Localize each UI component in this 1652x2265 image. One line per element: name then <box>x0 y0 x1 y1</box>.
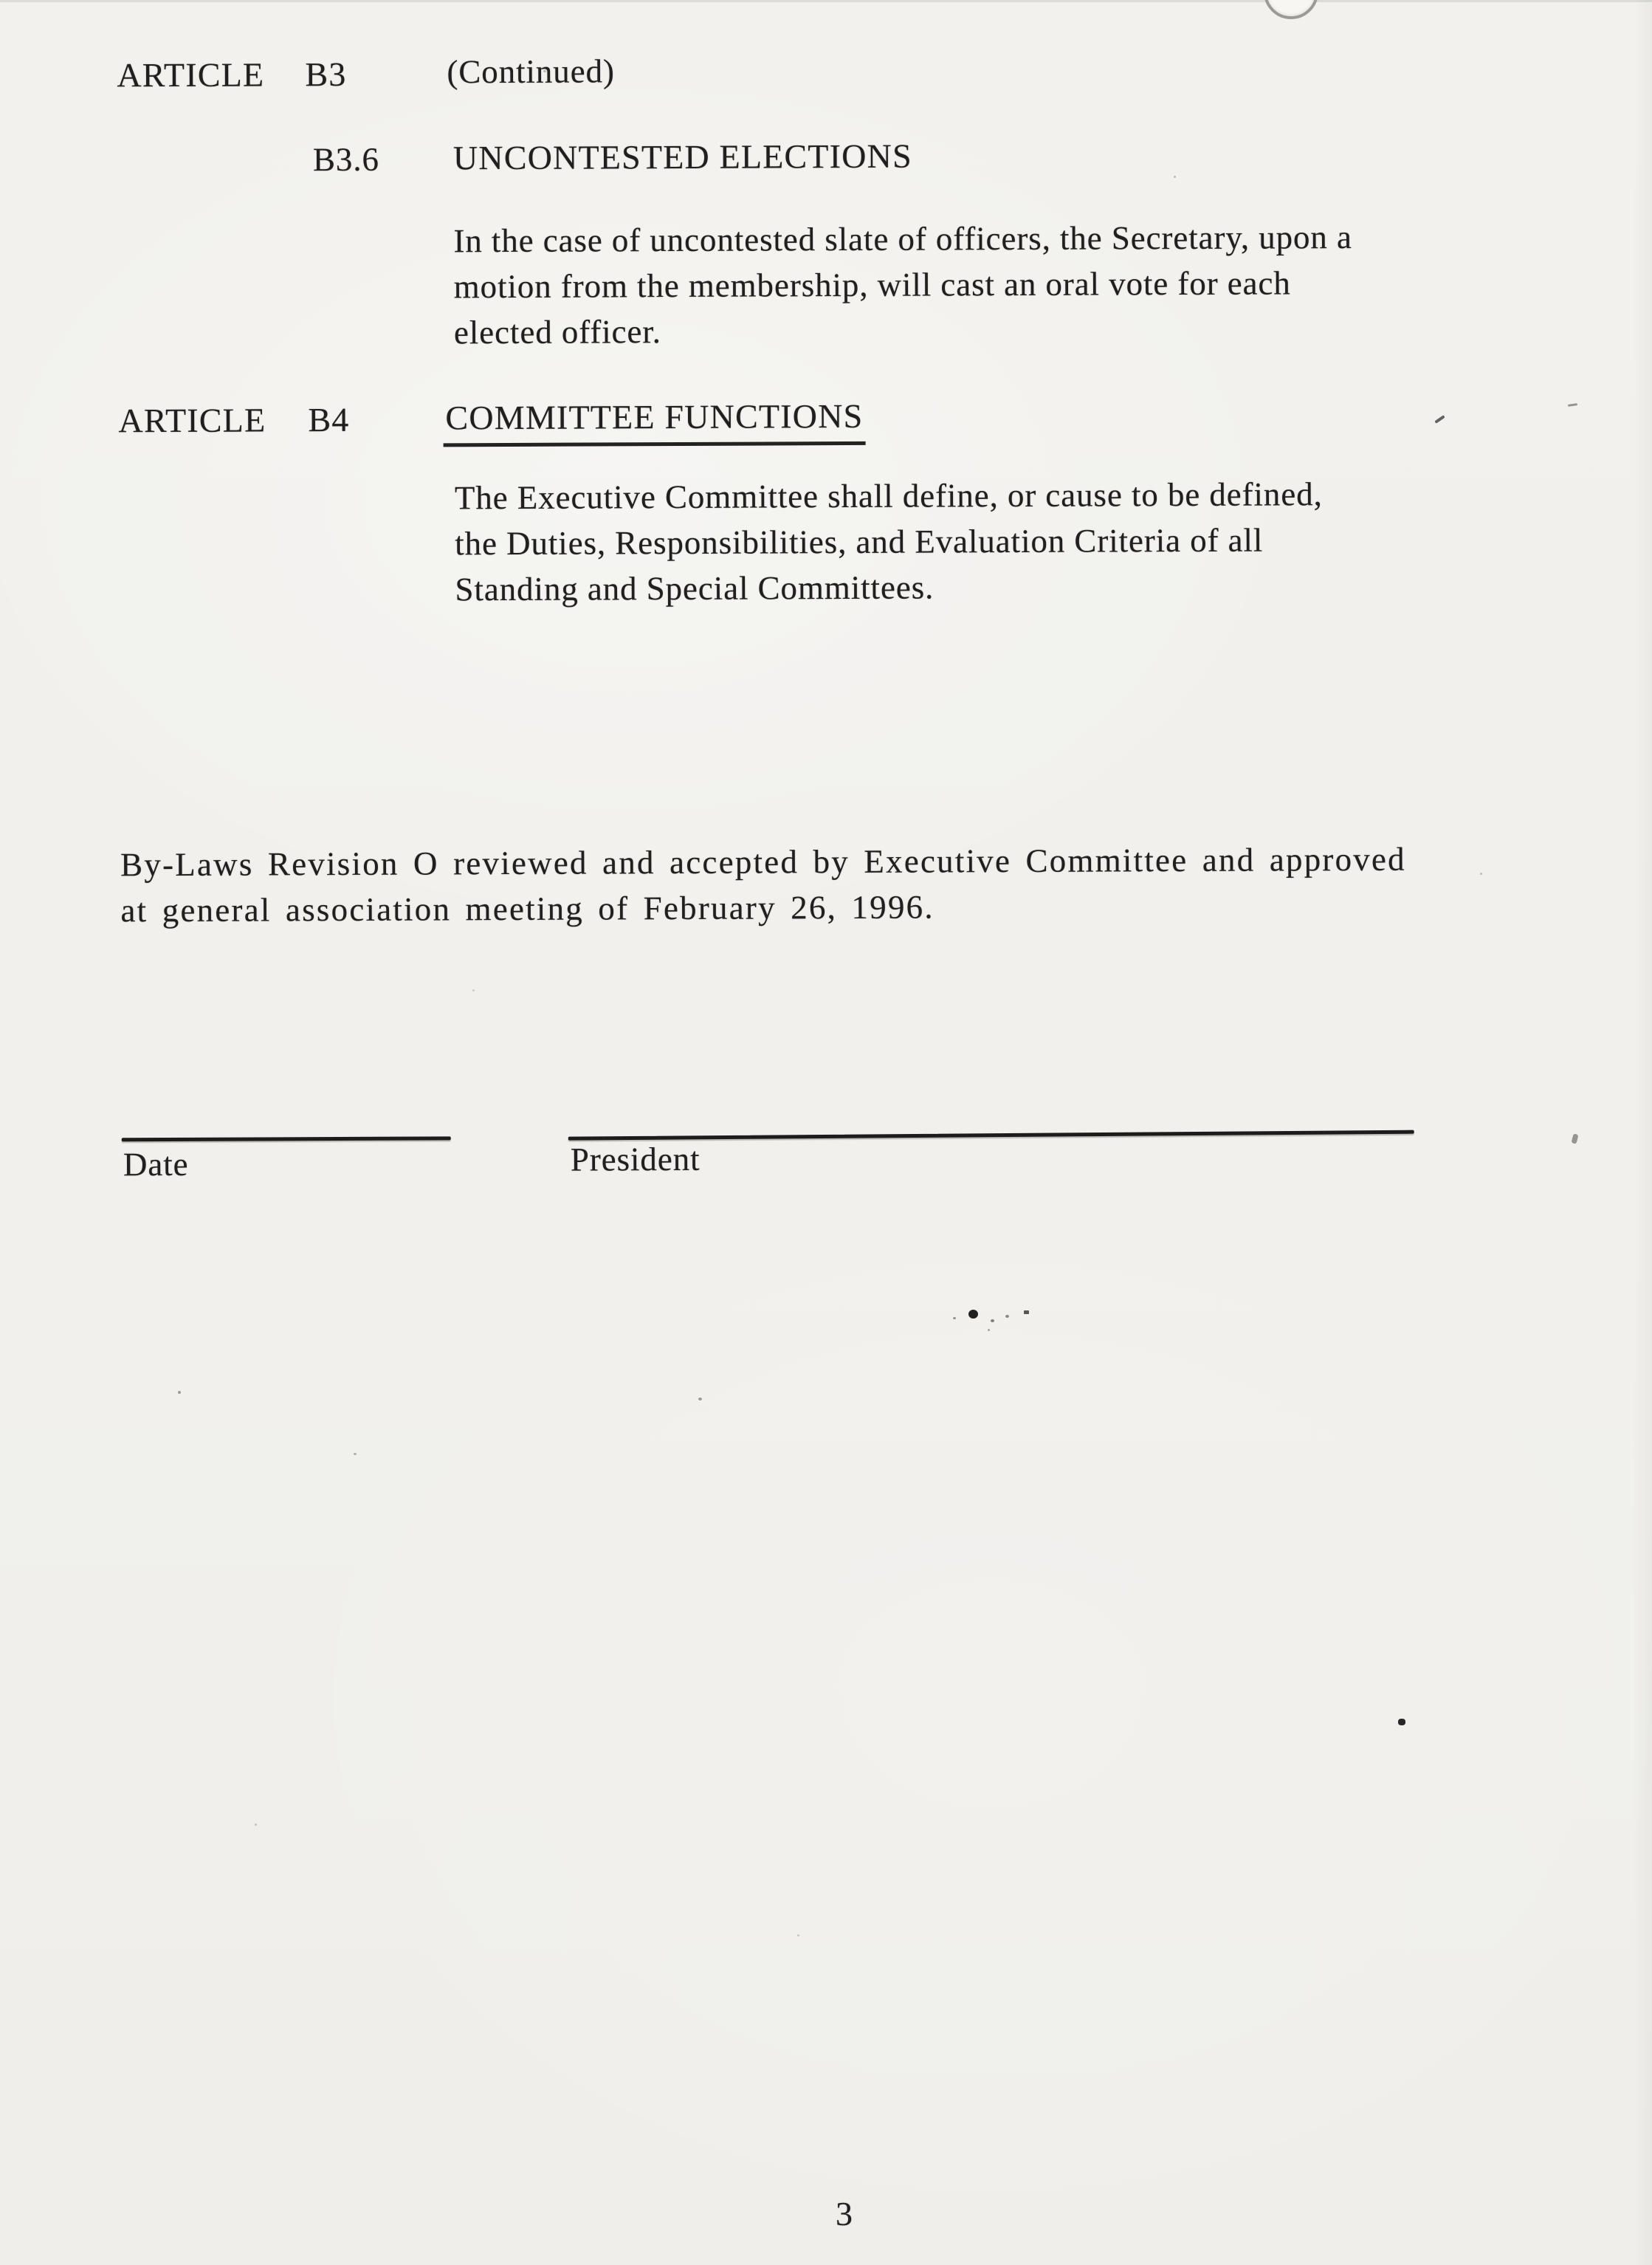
paragraph-line: motion from the membership, will cast an oral vote for each <box>453 264 1291 306</box>
scan-speck <box>178 1391 181 1394</box>
page-number: 3 <box>836 2195 853 2233</box>
article-b3-label: ARTICLE <box>117 55 265 94</box>
scan-speck <box>1174 176 1176 178</box>
president-signature-line <box>568 1130 1414 1141</box>
approval-note-line: By-Laws Revision O reviewed and accepted by Executive Committee and approved <box>120 840 1406 884</box>
scan-speck <box>472 989 475 991</box>
scan-speck <box>1398 1719 1405 1725</box>
date-signature-line <box>122 1136 451 1141</box>
scan-speck <box>1024 1310 1029 1314</box>
president-label: President <box>570 1140 701 1178</box>
scan-speck <box>1005 1315 1009 1318</box>
article-b4-label: ARTICLE <box>118 401 266 440</box>
scan-speck <box>968 1310 978 1319</box>
article-b4-paragraph <box>455 471 1324 612</box>
scan-speck <box>255 1824 257 1826</box>
scan-speck <box>988 1329 990 1331</box>
paragraph-line: In the case of uncontested slate of officers, the Secretary, upon a <box>453 219 1352 260</box>
article-b3-code: B3 <box>305 55 347 94</box>
paragraph-line: the Duties, Responsibilities, and Evaluation Criteria of all <box>455 521 1264 563</box>
section-b36-paragraph <box>453 214 1352 355</box>
scan-speck <box>543 70 546 72</box>
section-b36-number: B3.6 <box>312 140 379 179</box>
scan-speck <box>354 1453 357 1455</box>
scan-speck <box>1480 873 1482 875</box>
paragraph-line: The Executive Committee shall define, or cause to be defined, <box>454 475 1323 517</box>
article-b3-continued: (Continued) <box>447 52 615 91</box>
article-b4-heading: COMMITTEE FUNCTIONS <box>443 396 865 447</box>
scan-speck <box>991 1319 994 1322</box>
date-label: Date <box>123 1145 189 1183</box>
section-b36-heading: UNCONTESTED ELECTIONS <box>452 137 912 177</box>
scan-speck <box>797 1934 799 1936</box>
paragraph-line: Standing and Special Committees. <box>455 568 935 608</box>
paragraph-line: elected officer. <box>453 313 661 351</box>
approval-note <box>120 836 1406 934</box>
approval-note-line: at general association meeting of February 26, 1996. <box>120 888 935 929</box>
scan-speck <box>953 1317 956 1319</box>
article-b4-code: B4 <box>308 400 350 439</box>
scan-speck <box>698 1398 702 1400</box>
